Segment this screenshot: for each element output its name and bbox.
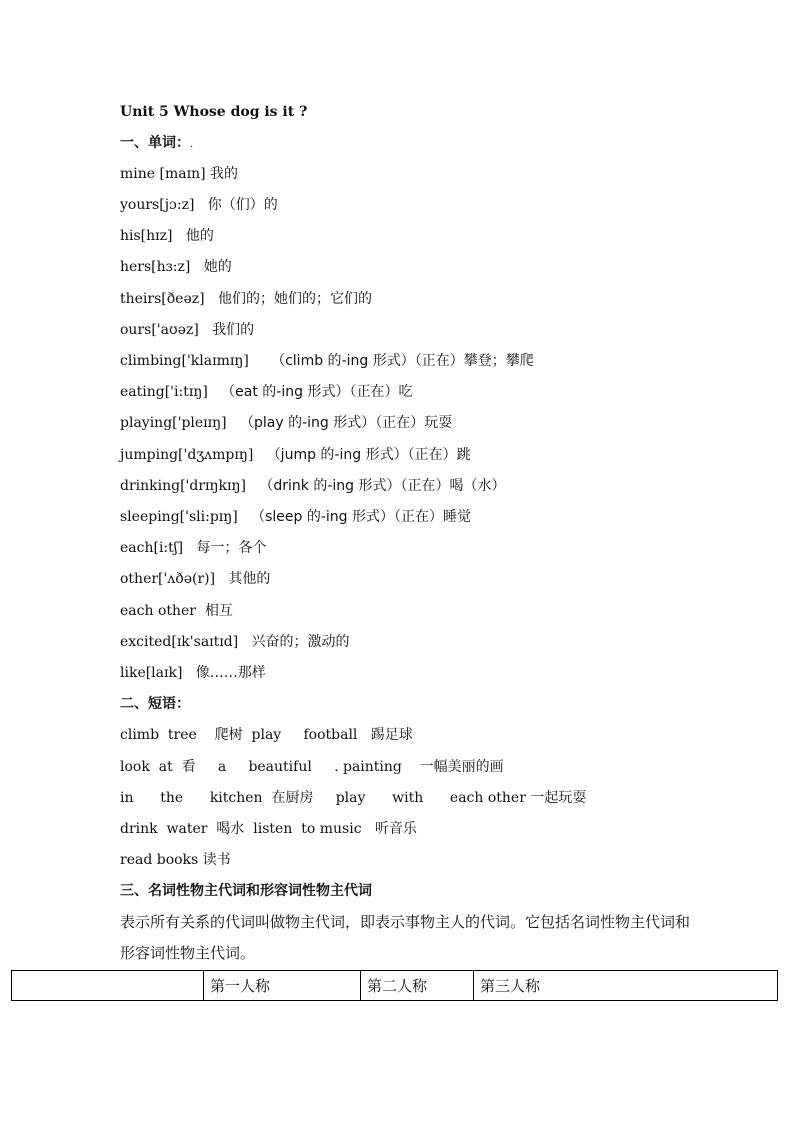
vocab-meaning: （drink 的-ing 形式）（正在）喝（水） <box>259 478 506 494</box>
vocab-item <box>120 413 452 433</box>
vocab-meaning: 他的 <box>185 228 214 244</box>
vocab-word: sleeping['sli:pɪŋ] <box>120 509 238 525</box>
vocab-meaning: 相互 <box>204 603 233 619</box>
phrase-line: drink water 喝水 listen to music 听音乐 <box>120 821 417 837</box>
vocab-meaning: （play 的-ing 形式）（正在）玩耍 <box>239 415 453 431</box>
vocab-word: playing['pleɪɪŋ] <box>120 415 227 431</box>
vocab-meaning: （jump 的-ing 形式）（正在）跳 <box>266 447 471 463</box>
vocab-item <box>120 632 350 652</box>
vocab-meaning: 我们的 <box>212 322 255 338</box>
vocab-word: mine [maɪn] <box>120 166 206 182</box>
vocab-word: eating['i:tɪŋ] <box>120 384 208 400</box>
vocab-item <box>120 476 505 496</box>
vocab-meaning: （sleep 的-ing 形式）（正在）睡觉 <box>251 509 472 525</box>
vocab-word: ours['aʊəz] <box>120 322 199 338</box>
vocab-meaning: （eat 的-ing 形式）（正在）吃 <box>221 384 413 400</box>
vocab-meaning: 每一；各个 <box>196 540 267 556</box>
vocab-item <box>120 569 270 589</box>
vocab-word: like[laɪk] <box>120 665 183 681</box>
vocab-meaning: （climb 的-ing 形式）（正在）攀登；攀爬 <box>271 353 534 369</box>
vocab-meaning: 我的 <box>210 166 238 182</box>
vocab-word: excited[ɪk'saɪtɪd] <box>120 634 239 650</box>
vocab-word: hers[hɜ:z] <box>120 259 191 275</box>
phrase-line: climb tree 爬树 play football 踢足球 <box>120 727 413 743</box>
section-1-heading <box>120 133 193 155</box>
vocab-meaning: 其他的 <box>228 571 271 587</box>
vocab-item <box>120 351 534 371</box>
vocab-word: each other <box>120 603 196 619</box>
vocab-item <box>120 164 238 184</box>
vocab-word: climbing['klaɪmɪŋ] <box>120 353 249 369</box>
vocab-item <box>120 445 471 465</box>
table-header-cell: 第三人称 <box>474 971 778 1001</box>
vocab-word: other['ʌðə(r)] <box>120 571 216 587</box>
vocab-meaning: 兴奋的；激动的 <box>251 634 350 650</box>
vocab-word: each[i:tʃ] <box>120 540 184 556</box>
phrase-line: look at 看 a beautiful . painting 一幅美丽的画 <box>120 759 504 775</box>
vocab-item <box>120 257 232 277</box>
vocab-item <box>120 538 266 558</box>
vocab-word: jumping['dʒʌmpɪŋ] <box>120 447 254 463</box>
phrase-line: in the kitchen 在厨房 play with each other 一起玩耍 <box>120 790 587 806</box>
vocab-meaning: 他们的；她们的；它们的 <box>217 291 372 307</box>
vocab-item <box>120 663 266 683</box>
vocab-meaning: 她的 <box>203 259 232 275</box>
vocab-word: theirs[ðeəz] <box>120 291 205 307</box>
vocab-item <box>120 382 412 402</box>
vocab-word: his[hɪz] <box>120 228 173 244</box>
vocab-item <box>120 320 254 340</box>
section-3-heading: 三、名词性物主代词和形容词性物主代词 <box>120 883 372 899</box>
pronoun-table <box>11 970 778 1001</box>
section-3-intro: 表示所有关系的代词叫做物主代词，即表示事物主人的代词。它包括名词性物主代词和形容词性物主代词。 <box>120 913 691 962</box>
section-1-mark: . <box>190 139 194 150</box>
table-header-row <box>12 971 778 1001</box>
vocab-word: drinking['drɪŋkɪŋ] <box>120 478 246 494</box>
vocab-item <box>120 289 372 309</box>
table-header-cell <box>12 971 204 1001</box>
unit-title: Unit 5 Whose dog is it ? <box>120 104 308 120</box>
table-header-cell: 第一人称 <box>204 971 361 1001</box>
vocab-item <box>120 601 233 621</box>
phrase-line: read books 读书 <box>120 852 231 868</box>
vocab-item <box>120 507 471 527</box>
vocab-word: yours[jɔ:z] <box>120 197 195 213</box>
vocab-item <box>120 195 278 215</box>
vocab-item <box>120 226 214 246</box>
section-1-heading-text: 一、单词： <box>120 135 190 151</box>
table-header-cell: 第二人称 <box>361 971 474 1001</box>
vocab-meaning: 你（们）的 <box>207 197 278 213</box>
section-2-heading: 二、短语： <box>120 696 190 712</box>
vocab-meaning: 像……那样 <box>195 665 266 681</box>
